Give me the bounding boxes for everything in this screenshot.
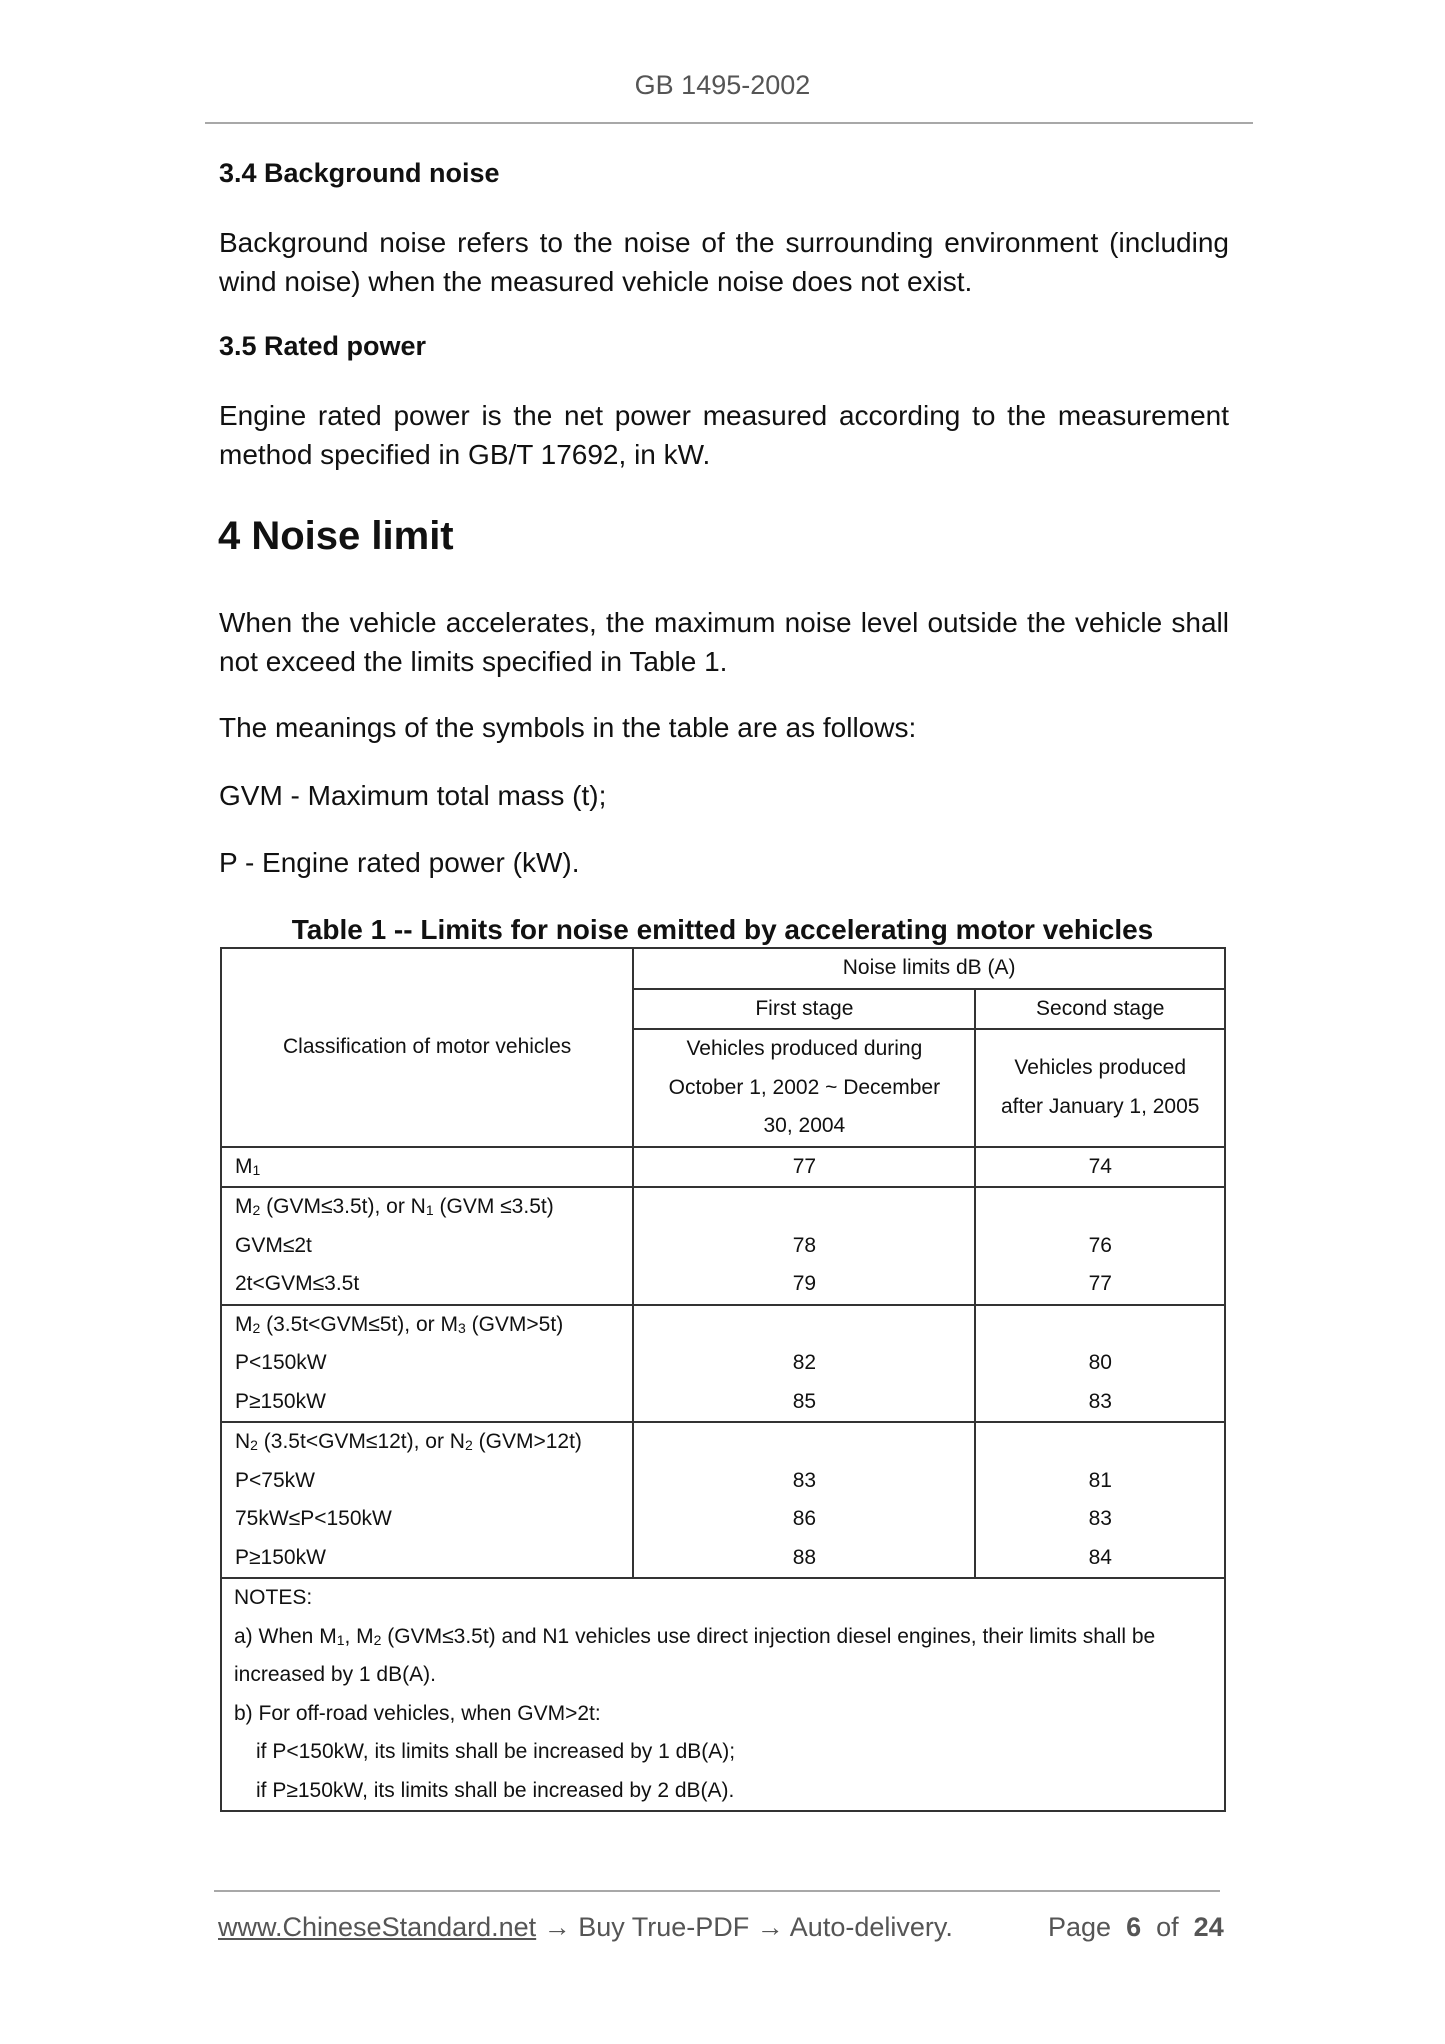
page-label: Page [1048, 1912, 1112, 1942]
note-b-line-3: if P≥150kW, its limits shall be increased by 2 dB(A). [256, 1778, 735, 1802]
category-label: M [235, 1154, 253, 1178]
second-stage-value: 80 [1088, 1351, 1112, 1374]
header-divider [205, 122, 1253, 124]
category-cell [221, 1422, 633, 1578]
first-stage-desc-line: Vehicles produced during [686, 1037, 923, 1060]
page-indicator [1048, 1912, 1224, 1943]
table-header-row-1 [221, 948, 1225, 989]
section-3-5-heading: 3.5 Rated power [219, 331, 427, 361]
section-3-4-heading: 3.4 Background noise [219, 158, 500, 188]
table-notes-row [221, 1578, 1225, 1811]
category-group-heading: $M_2$ (GVM≤3.5t), or $N_1$ (GVM ≤3.5t) [235, 1195, 554, 1218]
first-stage-value: 77 [633, 1147, 975, 1188]
table-row-group-m2-m3 [221, 1305, 1225, 1423]
first-stage-description [633, 1029, 975, 1147]
second-stage-value: 74 [975, 1147, 1225, 1188]
header-noise-limits: Noise limits dB (A) [633, 948, 1225, 989]
section-4-heading: 4 Noise limit [218, 514, 454, 558]
arrow-right-icon: → [543, 1912, 571, 1942]
header-classification [221, 948, 633, 1147]
first-stage-values [633, 1305, 975, 1423]
page-current: 6 [1126, 1912, 1142, 1942]
category-group-heading: $M_2$ (3.5t<GVM≤5t), or $M_3$ (GVM>5t) [235, 1312, 564, 1336]
first-stage-value: 82 [792, 1351, 817, 1374]
table-row-group-m2-n1 [221, 1187, 1225, 1305]
page-total: 24 [1193, 1912, 1224, 1942]
page-of: of [1156, 1912, 1179, 1942]
first-stage-value: 88 [792, 1545, 817, 1569]
subcategory-label: P<75kW [235, 1468, 315, 1492]
second-stage-value: 83 [1088, 1507, 1112, 1530]
subcategory-label: GVM≤2t [235, 1233, 312, 1257]
table-notes [221, 1578, 1225, 1811]
note-a-line-1: a) When $M_1$, $M_2$ (GVM≤3.5t) and N1 vehicles use direct injection diesel engines, their limits shall be [234, 1624, 1156, 1648]
symbol-p: P - Engine rated power (kW). [219, 847, 580, 878]
second-stage-desc-line: Vehicles produced [1014, 1056, 1187, 1080]
first-stage-value: 78 [792, 1233, 817, 1257]
category-cell [221, 1305, 633, 1423]
category-subscript: 1 [252, 1161, 261, 1178]
section-4-para2: The meanings of the symbols in the table are as follows: [219, 712, 917, 743]
note-b-line-2: if P<150kW, its limits shall be increased by 1 dB(A); [256, 1740, 736, 1763]
second-stage-value: 77 [1088, 1272, 1112, 1295]
table-row-group-n2 [221, 1422, 1225, 1578]
second-stage-values [975, 1305, 1225, 1423]
footer-delivery-text: Auto-delivery. [789, 1912, 953, 1942]
arrow-right-icon: → [756, 1912, 784, 1942]
section-4-para1: When the vehicle accelerates, the maximum noise level outside the vehicle shall not exceed the limits specified in Table 1. [219, 607, 1229, 677]
first-stage-value: 85 [792, 1389, 817, 1413]
header-classification-label: Classification of motor vehicles [282, 1035, 572, 1059]
section-3-4-body: Background noise refers to the noise of the surrounding environment (including wind noise) when the measured vehicle noise does not exist. [219, 227, 1229, 297]
subcategory-label: 75kW≤P<150kW [235, 1507, 392, 1530]
first-stage-desc-line: 30, 2004 [763, 1114, 846, 1137]
table-title: Table 1 -- Limits for noise emitted by accelerating motor vehicles [291, 914, 1154, 945]
first-stage-value: 83 [792, 1468, 817, 1492]
first-stage-value: 79 [792, 1272, 817, 1295]
footer-promo [218, 1912, 953, 1943]
second-stage-value: 84 [1088, 1545, 1112, 1569]
subcategory-label: P≥150kW [235, 1389, 326, 1413]
note-a-line-2: increased by 1 dB(A). [234, 1663, 436, 1686]
header-second-stage: Second stage [975, 989, 1225, 1030]
first-stage-values [633, 1422, 975, 1578]
first-stage-desc-line: October 1, 2002 ~ December [668, 1075, 941, 1099]
footer-divider [214, 1890, 1220, 1892]
subcategory-label: 2t<GVM≤3.5t [235, 1272, 360, 1295]
table-row-m1 [221, 1147, 1225, 1188]
second-stage-values [975, 1422, 1225, 1578]
category-cell [221, 1147, 633, 1188]
second-stage-description [975, 1029, 1225, 1147]
second-stage-value: 83 [1088, 1389, 1112, 1413]
note-b-line-1: b) For off-road vehicles, when GVM>2t: [234, 1701, 601, 1725]
subcategory-label: P<150kW [235, 1351, 327, 1374]
first-stage-value: 86 [792, 1507, 817, 1530]
first-stage-values [633, 1187, 975, 1305]
notes-title: NOTES: [234, 1586, 313, 1609]
section-3-5-body: Engine rated power is the net power measured according to the measurement method specified in GB/T 17692, in kW. [219, 400, 1229, 470]
second-stage-values [975, 1187, 1225, 1305]
second-stage-desc-line: after January 1, 2005 [1001, 1094, 1200, 1118]
second-stage-value: 76 [1088, 1233, 1112, 1257]
website-link[interactable]: www.ChineseStandard.net [218, 1912, 537, 1942]
noise-limits-table [220, 947, 1226, 1812]
header-first-stage: First stage [633, 989, 975, 1030]
subcategory-label: P≥150kW [235, 1545, 326, 1569]
document-header-title: GB 1495-2002 [634, 70, 811, 100]
category-group-heading: $N_2$ (3.5t<GVM≤12t), or $N_2$ (GVM>12t) [235, 1430, 582, 1453]
footer-buy-text: Buy True-PDF [578, 1912, 750, 1942]
second-stage-value: 81 [1088, 1468, 1112, 1492]
category-cell [221, 1187, 633, 1305]
symbol-gvm: GVM - Maximum total mass (t); [219, 780, 607, 811]
